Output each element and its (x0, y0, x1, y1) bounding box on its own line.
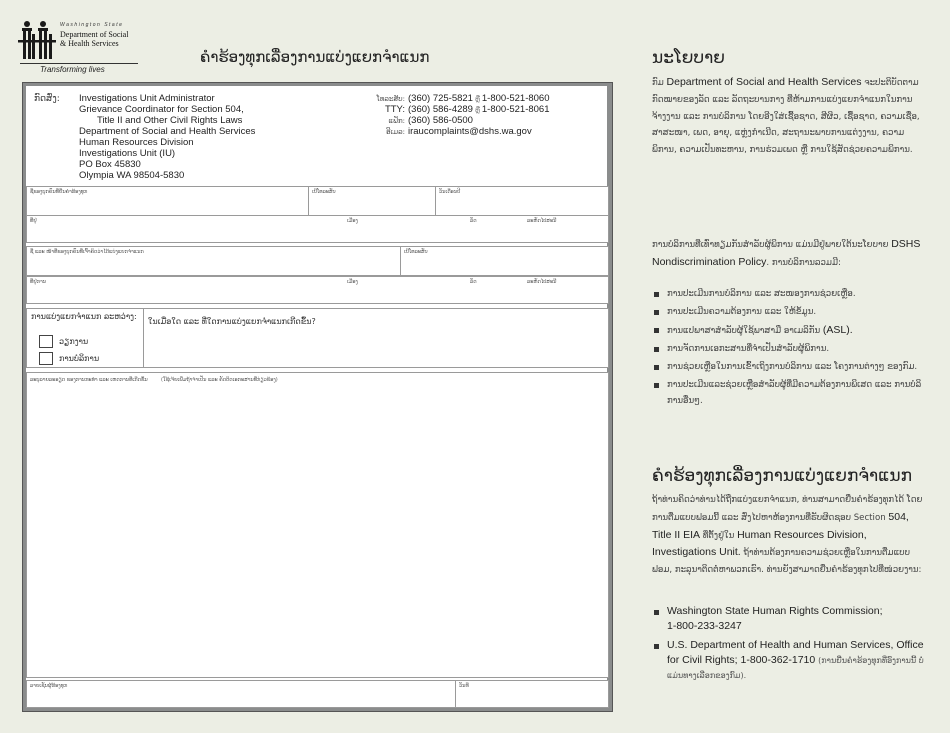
tty-tollfree: 1-800-521-8061 (481, 104, 550, 115)
city-label: ເມືອງ (347, 218, 358, 224)
contact-info (375, 93, 550, 137)
form-inner (26, 86, 607, 706)
form-title: ຄຳຮ້ອງທຸກເລື່ອງການແບ່ງແຍກຈຳແນກ (200, 48, 430, 66)
address-line: Grievance Coordinator for Section 504, (79, 104, 244, 115)
when-where-question: ໃນເມື່ອໃດ ແລະ ທີ່ໃດການແບ່ງແຍກຈຳແນກເກີດຂຶ້ນ? (148, 317, 316, 326)
tty-row (375, 104, 550, 115)
policy-paragraph-1 (652, 74, 924, 159)
policy-p2-post: . ການບໍລິການລວມມີ: (766, 257, 841, 268)
address-line: Olympia WA 98504-5830 (79, 170, 185, 181)
email-row (375, 126, 550, 137)
email-label: ອີເມລ: (386, 128, 405, 136)
policy-name: DSHS Nondiscrimination Policy (652, 238, 921, 268)
address-line: Title II and Other Civil Rights Laws (97, 115, 243, 126)
section-text: 504, Title II EIA (652, 510, 909, 541)
policy-bullet: ການຊ່ວຍເຫຼືອໃນການເຂົ້າເຖິງການບໍລິການ ແລະ ໂຄງການຕ່າງໆ ຂອງກົມ. (652, 359, 924, 375)
dob-label: ວັນເດືອນປີ (439, 189, 461, 195)
zip2-label: ລະຫັດໄປສະນີ (527, 279, 557, 285)
agency-name: Washington State Human Rights Commission; (667, 605, 883, 617)
logo-dept-line2: & Health Services (60, 39, 119, 48)
logo-state: Washington State (60, 22, 124, 28)
org-name: Department of Social and Health Services (666, 76, 862, 88)
policy-paragraph-2 (652, 236, 924, 272)
date-field[interactable] (455, 680, 609, 708)
complainant-address-field[interactable] (26, 215, 609, 243)
policy-bullet: ການປະເມີນແລະຊ່ວຍເຫຼືອສຳລັບຜູ້ທີ່ມີຄວາມຕ້ອງການພິເສດ ແລະ ການບໍລິການອື່ນໆ. (652, 377, 924, 409)
agency-name: U.S. Department of Health and Human Services, Office for Civil Rights; 1-800-362-1710 (667, 639, 924, 666)
respondent-name-field[interactable] (26, 246, 401, 276)
logo-rule (20, 63, 138, 64)
address-line: PO Box 45830 (79, 159, 141, 170)
fax-number: (360) 586-0500 (408, 115, 473, 126)
respondent-phone-label: ເບີໂທລະສັບ (404, 249, 428, 255)
or-text: ຫຼື (474, 96, 480, 103)
agency-item (652, 604, 924, 634)
mailing-address (79, 93, 255, 181)
address-label: ທີ່ຢູ່ (30, 218, 37, 224)
complaint-heading: ຄຳຮ້ອງທຸກເລື່ອງການແບ່ງແຍກຈຳແນກ (652, 466, 912, 486)
complaint-paragraph (652, 492, 924, 579)
fax-row (375, 115, 550, 126)
address2-label: ທີ່ຢູ່ການ (30, 279, 47, 285)
description-note: (ໃຊ້ເຈ້ຍເພີ່ມຖ້າຈຳເປັນ ແລະ ຄັດຕິດເອກະສານທີ່ກ່ຽວຂ້ອງ) (161, 377, 278, 383)
dob-field[interactable] (435, 186, 609, 216)
complaint-p-pre: ຖ້າທ່ານຄິດວ່າທ່ານໄດ້ຖືກແບ່ງແຍກຈຳແນກ, ທ່ານສາມາດຍື່ນຄຳຮ້ອງທຸກໄດ້ ໂດຍການຕື່ມແບບຟອມນີ້ ແລະ ສົ່ງໄປຫາຫ້ອງການທີ່ຮັບຜິດຊອບ Section (652, 495, 923, 523)
address-line: Investigations Unit (IU) (79, 148, 176, 159)
policy-bullet-text: ການແປພາສາສຳລັບຜູ້ໃຊ້ພາສາມື ອາເມລິກັນ (667, 326, 821, 336)
or-text: ຫຼື (474, 107, 480, 114)
policy-p1-post: ຈະປະຕິບັດຕາມ ກົດໝາຍຂອງລັດ ແລະ ລັດຖະບານກາງ ທີ່ຫ້າມການແບ່ງແຍກຈຳແນກໃນການຈ້າງງານ ແລະ ການບໍລິການ ໂດຍອີງໃສ່ເຊື້ອຊາດ, ສີຜິວ, ເຊື້ອຊາດ, ຄວາມເຊື່ອ, ສາສະໜາ, ເພດ, ອາຍຸ, ແຫຼ່ງກຳເນີດ, ສະຖານະພາບການແຕ່ງງານ, ຄວາມພິການ, ຄວາມເປັນທະຫານ, ການຮ່ວມເພດ ຫຼື ການໃຊ້ສັດຊ່ວຍຄວາມພິການ. (652, 78, 920, 156)
phone-field-label: ເບີໂທລະສັບ (312, 189, 336, 195)
policy-bullet (652, 322, 924, 339)
address-line: Investigations Unit Administrator (79, 93, 215, 104)
policy-bullet: ການຈັດການເອກະສານທີ່ຈຳເປັນສຳລັບຜູ້ພິການ. (652, 341, 924, 357)
phone-row (375, 93, 550, 104)
complainant-name-label: ຊື່ຂອງບຸກຄົນທີ່ຍື່ນຄຳຮ້ອງທຸກ (30, 189, 88, 195)
state-label: ລັດ (470, 218, 477, 224)
signature-field[interactable] (26, 680, 456, 708)
fax-label: ແຟັກ: (388, 117, 405, 125)
phone-tollfree: 1-800-521-8060 (481, 93, 550, 104)
complainant-name-field[interactable] (26, 186, 309, 216)
phone-label: ໂທລະສັບ: (376, 95, 405, 103)
dshs-figures-icon (18, 20, 58, 64)
address-line: Human Resources Division (79, 137, 194, 148)
agency-item (652, 638, 924, 683)
tty-label: TTY: (384, 104, 405, 115)
email-address: iraucomplaints@dshs.wa.gov (408, 126, 532, 137)
division-text: Human Resources Division, Investigations Unit. (652, 528, 867, 559)
agency-phone: 1-800-233-3247 (667, 620, 742, 632)
description-field[interactable] (26, 372, 609, 678)
logo-tagline: Transforming lives (40, 65, 105, 74)
policy-bullets (652, 286, 924, 411)
discrimination-type-box (26, 308, 144, 368)
employment-checkbox[interactable] (39, 335, 53, 348)
agency-list (652, 604, 924, 687)
dshs-logo (18, 20, 129, 74)
send-to-label: ກົດສົ່ງ: (34, 94, 60, 104)
zip-label: ລະຫັດໄປສະນີ (527, 218, 557, 224)
policy-p1-pre: ກົມ (652, 78, 664, 88)
respondent-address-field[interactable] (26, 276, 609, 304)
city2-label: ເມືອງ (347, 279, 358, 285)
respondent-phone-field[interactable] (400, 246, 609, 276)
logo-dept-line1: Department of Social (60, 30, 129, 39)
policy-bullet: ການປະເມີນຄວາມຕ້ອງການ ແລະ ໃຫ້ຂໍ້ມູນ. (652, 304, 924, 320)
discrimination-type-label: ການແບ່ງແຍກຈຳແນກ ລະຫວ່າງ: (31, 312, 137, 321)
tty-number: (360) 586-4289 (408, 104, 473, 115)
policy-heading: ນະໂຍບາຍ (652, 48, 725, 68)
policy-bullet: ການປະເມີນການບໍລິການ ແລະ ສະໜອງການຊ່ວຍເຫຼືອ. (652, 286, 924, 302)
complaint-p-post: ຖ້າທ່ານຕ້ອງການຄວາມຊ່ວຍເຫຼືອໃນການຕື່ມແບບຟອມ, ກະລຸນາຕິດຕໍ່ຫາພວກເຮົາ. ທ່ານຍັງສາມາດຍື່ນຄຳຮ້ອງທຸກໄປທີ່ໜ່ວຍງານ: (652, 548, 922, 576)
respondent-name-label: ຊື່ ແລະ ໜ້າທີ່ຂອງບຸກຄົນທີ່ເຈົ້າຄິດວ່າໄດ້ແບ່ງແຍກຈຳແນກ (30, 249, 144, 255)
address-line: Department of Social and Health Services (79, 126, 256, 137)
complaint-p-mid: ທີ່ຕັ້ງຢູ່ໃນ (702, 530, 735, 541)
agency-note: (ການຍື່ນຄຳຮ້ອງທຸກທີ່ອົງການນີ້ ບໍ່ແມ່ນທາງເລືອກຂອງກົມ). (667, 656, 924, 680)
date-label: ວັນທີ (459, 683, 469, 689)
phone-field[interactable] (308, 186, 436, 216)
asl-text: (ASL). (822, 324, 853, 336)
policy-p2-pre: ການບໍລິການທີ່ເທົ່າທຽມກັນສຳລັບຜູ້ພິການ ແມ່ນມີຢູ່ພາຍໃຕ້ນະໂຍບາຍ (652, 240, 889, 250)
description-label: ລະບຸລາຍລະອຽດ ຂອງການກະທຳ ແລະ ເຫດການທີ່ເກີດຂຶ້ນ (30, 377, 148, 383)
phone-number: (360) 725-5821 (408, 93, 473, 104)
services-checkbox[interactable] (39, 352, 53, 365)
signature-label: ລາຍເຊັນຜູ້ຮ້ອງທຸກ (30, 683, 68, 689)
when-where-field[interactable] (143, 308, 609, 368)
state2-label: ລັດ (470, 279, 477, 285)
employment-option-label: ວຽກງານ (59, 337, 89, 346)
services-option-label: ການບໍລິການ (59, 354, 100, 363)
complaint-form (22, 82, 613, 712)
